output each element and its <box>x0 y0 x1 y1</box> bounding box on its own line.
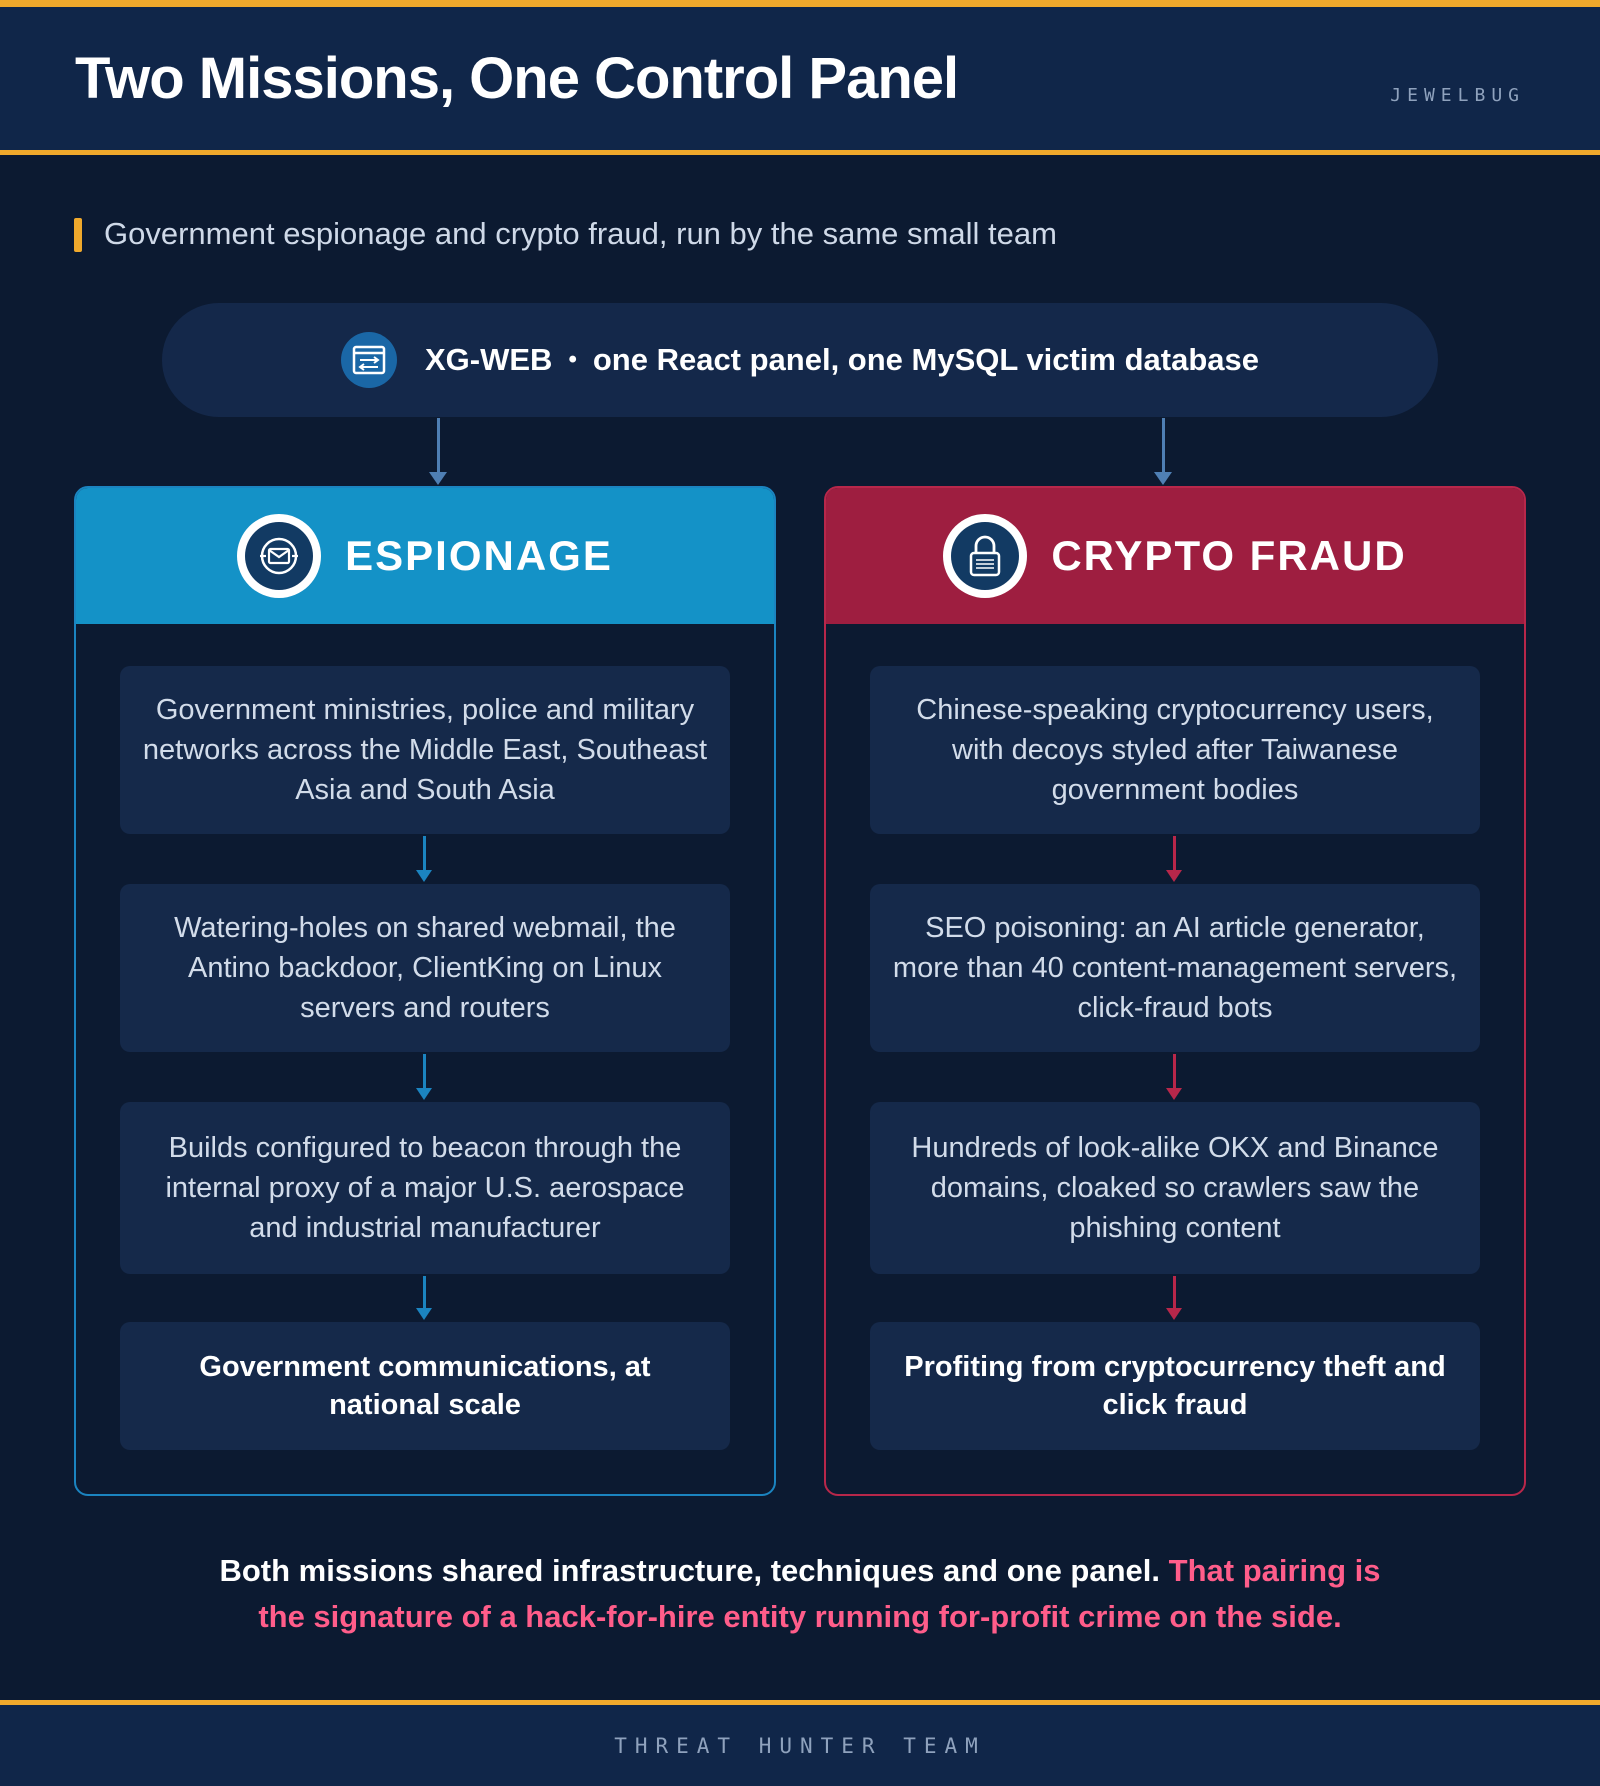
crypto-fraud-title: CRYPTO FRAUD <box>1051 532 1407 579</box>
brand-label: JEWELBUG <box>1390 85 1525 106</box>
shared-panel-pill <box>162 303 1438 417</box>
espionage-arrowhead-2 <box>416 1088 432 1100</box>
conclusion-statement: Both missions shared infrastructure, techniques and one panel. <box>219 1553 1161 1588</box>
crypto-arrowhead-3 <box>1166 1308 1182 1320</box>
espionage-arrow-2 <box>423 1054 426 1090</box>
connector-left <box>437 418 440 474</box>
header <box>0 7 1600 155</box>
footer <box>0 1700 1600 1786</box>
espionage-header <box>76 488 774 624</box>
espionage-arrowhead-1 <box>416 870 432 882</box>
espionage-title: ESPIONAGE <box>345 532 613 579</box>
conclusion-highlight: That pairing is the signature of a hack-for-hire entity running for-profit crime on the side. <box>258 1553 1381 1634</box>
espionage-outcome: Government communications, at national scale <box>120 1322 730 1450</box>
page-title: Two Missions, One Control Panel <box>75 46 959 111</box>
crypto-step-3: Hundreds of look-alike OKX and Binance domains, cloaked so crawlers saw the phishing content <box>870 1102 1480 1274</box>
crypto-step-1: Chinese-speaking cryptocurrency users, with decoys styled after Taiwanese government bodies <box>870 666 1480 834</box>
crypto-arrow-2 <box>1173 1054 1176 1090</box>
lock-icon <box>943 514 1027 598</box>
crypto-step-2: SEO poisoning: an AI article generator, more than 40 content-management servers, click-fraud bots <box>870 884 1480 1052</box>
crypto-arrowhead-1 <box>1166 870 1182 882</box>
subtitle: Government espionage and crypto fraud, run by the same small team <box>104 216 1057 251</box>
arrowhead-left <box>429 472 447 485</box>
envelope-icon <box>237 514 321 598</box>
crypto-fraud-header <box>826 488 1524 624</box>
arrowhead-right <box>1154 472 1172 485</box>
espionage-arrowhead-3 <box>416 1308 432 1320</box>
top-accent-rule <box>0 0 1600 7</box>
espionage-step-1: Government ministries, police and military networks across the Middle East, Southeast Asia and South Asia <box>120 666 730 834</box>
espionage-step-2: Watering-holes on shared webmail, the Antino backdoor, ClientKing on Linux servers and routers <box>120 884 730 1052</box>
crypto-arrow-3 <box>1173 1276 1176 1310</box>
espionage-step-3: Builds configured to beacon through the internal proxy of a major U.S. aerospace and industrial manufacturer <box>120 1102 730 1274</box>
espionage-column <box>74 486 776 1496</box>
conclusion <box>200 1548 1400 1640</box>
connector-right <box>1162 418 1165 474</box>
crypto-arrowhead-2 <box>1166 1088 1182 1100</box>
panel-description: one React panel, one MySQL victim database <box>592 342 1259 377</box>
panel-window-icon <box>341 332 397 388</box>
espionage-arrow-3 <box>423 1276 426 1310</box>
crypto-fraud-column <box>824 486 1526 1496</box>
crypto-arrow-1 <box>1173 836 1176 872</box>
subtitle-accent-bar <box>74 218 82 252</box>
crypto-outcome: Profiting from cryptocurrency theft and click fraud <box>870 1322 1480 1450</box>
panel-label <box>425 342 1259 378</box>
panel-name: XG-WEB <box>425 342 553 377</box>
espionage-arrow-1 <box>423 836 426 872</box>
footer-label: THREAT HUNTER TEAM <box>614 1733 986 1758</box>
panel-separator: • <box>568 346 577 373</box>
